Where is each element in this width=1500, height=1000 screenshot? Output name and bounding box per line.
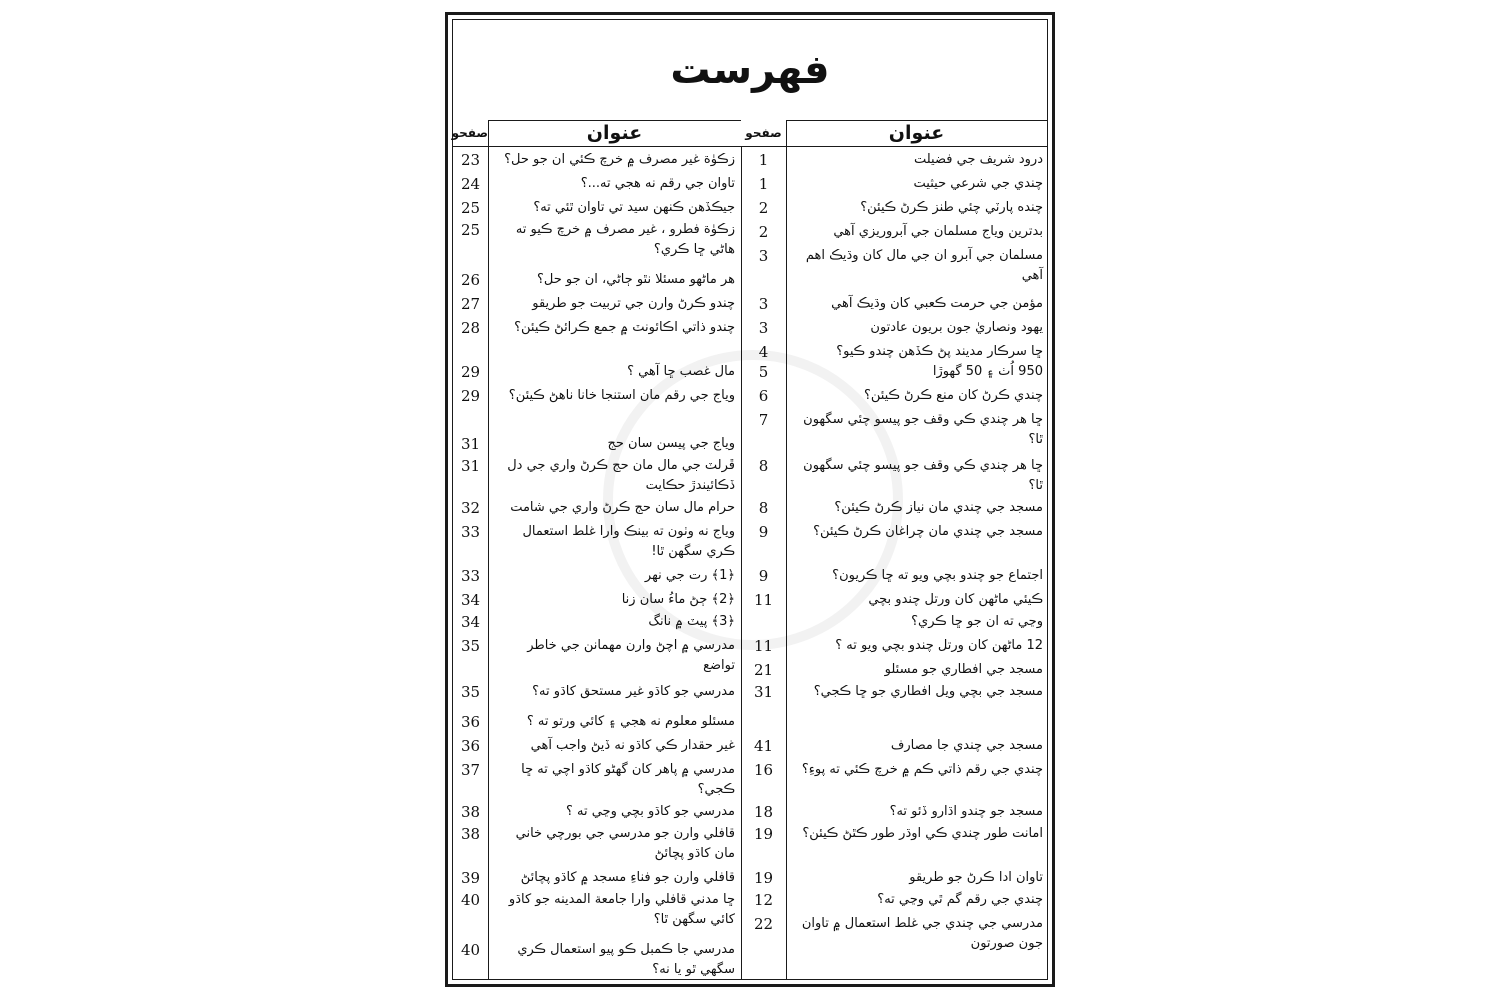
left-entry-page: 31	[460, 457, 481, 475]
right-entry-title: چندي جي رقم گم ٿي وڃي ته؟	[877, 892, 1043, 907]
right-entry-title: ڇا سرڪار مديند پڻ ڪڏهن چندو ڪيو؟	[836, 344, 1043, 359]
right-entry-title: تاوان ادا ڪرڻ جو طريقو	[909, 870, 1043, 885]
left-entry-page: 32	[460, 499, 481, 517]
header-title-right: عنوان	[786, 120, 1047, 147]
left-entry-title: مسئلو معلوم نه هجي ۽ کائي ورتو ته ؟	[526, 714, 735, 729]
right-entry-title: اجتماع جو چندو بچي ويو ته ڇا ڪريون؟	[832, 568, 1043, 583]
left-entry-page: 27	[460, 295, 481, 313]
right-entry-title: مسلمان جي آبرو ان جي مال کان وڌيڪ اهم آهي	[805, 248, 1043, 283]
right-entry-title: ڇا هر چندي ڪي وقف جو پيسو چئي سگهون ٿا؟	[803, 412, 1043, 447]
left-entry-page: 23	[460, 151, 481, 169]
right-entry-page: 6	[758, 387, 769, 405]
left-entry-page: 40	[460, 891, 481, 909]
page-title: فهرست	[453, 20, 1047, 121]
right-entry-page: 11	[753, 591, 774, 609]
left-entry-page: 39	[460, 869, 481, 887]
right-entry-title: چندي جي شرعي حيثيت	[913, 176, 1043, 191]
left-entry-page: 28	[460, 319, 481, 337]
right-entry-page: 12	[753, 891, 774, 909]
right-entry-title: 12 ماڻهن کان ورتل چندو بچي ويو ته ؟	[835, 638, 1043, 653]
left-entry-title: جيڪڏهن ڪنهن سيد تي تاوان ٿئي ته؟	[533, 200, 735, 215]
index-page	[445, 12, 1055, 987]
left-entry-title: حرام مال سان حج ڪرڻ واري جي شامت	[510, 500, 735, 515]
right-entry-title: چندي جي رقم ذاتي ڪم ۾ خرچ ڪئي ته پوءِ؟	[801, 762, 1043, 777]
right-entry-title: مسجد جي چندي مان چراغان ڪرڻ ڪيئن؟	[813, 524, 1043, 539]
left-entry-page: 25	[460, 199, 481, 217]
right-entry-title: مسجد جي چندي جا مصارف	[890, 738, 1043, 753]
right-entry-page: 8	[758, 457, 769, 475]
right-entry-title: مسجد جي چندي مان نياز ڪرڻ ڪيئن؟	[834, 500, 1043, 515]
right-entry-page: 18	[753, 803, 774, 821]
left-entry-title: ﴿3﴾ پيٽ ۾ نانگ	[648, 614, 735, 629]
left-entry-page: 38	[460, 825, 481, 843]
index-frame	[452, 19, 1048, 980]
right-entry-title: مسجد جو چندو اڌارو ڏئو ته؟	[889, 804, 1043, 819]
left-entry-title: تاوان جي رقم نه هجي ته...؟	[580, 176, 735, 191]
right-entry-page: 2	[758, 223, 769, 241]
right-entry-page: 8	[758, 499, 769, 517]
left-entry-page: 35	[460, 683, 481, 701]
left-entry-page: 24	[460, 175, 481, 193]
left-entry-page: 37	[460, 761, 481, 779]
left-entry-page: 34	[460, 591, 481, 609]
right-entry-page: 7	[758, 411, 769, 429]
right-entry-title: مدرسي جي چندي جي غلط استعمال ۾ تاوان جون صورتون	[801, 916, 1043, 951]
left-entry-title: وياج نه وٺون ته بينڪ وارا غلط استعمال ڪري سگهن ٿا!	[522, 524, 735, 559]
left-entry-page: 36	[460, 713, 481, 731]
right-entry-title: ڪيئي ماڻهن کان ورتل چندو بچي	[868, 592, 1043, 607]
left-entry-page: 26	[460, 271, 481, 289]
right-entry-title: مسجد جي بچي ويل افطاري جو ڇا ڪجي؟	[813, 684, 1043, 699]
right-entry-title: بدترين وياج مسلمان جي آبروريزي آهي	[833, 224, 1043, 239]
left-entry-title: قافلي وارن جو مدرسي جي بورچي خاني مان کاڌو پچائڻ	[515, 826, 735, 861]
right-entry-page: 16	[753, 761, 774, 779]
right-entry-page: 2	[758, 199, 769, 217]
right-entry-title: امانت طور چندي ڪي اوڌر طور ڪٿڻ ڪيئن؟	[802, 826, 1043, 841]
left-entry-page: 29	[460, 387, 481, 405]
left-entry-page: 33	[460, 567, 481, 585]
left-entry-title: وياج جي رقم مان استنجا خانا ناهڻ ڪيئن؟	[508, 388, 735, 403]
left-entry-title: مال غصب ڇا آهي ؟	[627, 364, 735, 379]
right-entry-page: 3	[758, 319, 769, 337]
left-entry-page: 33	[460, 523, 481, 541]
right-entry-page: 3	[758, 295, 769, 313]
left-entry-page: 38	[460, 803, 481, 821]
left-entry-title: چندو ذاتي اڪائونٽ ۾ جمع ڪرائڻ ڪيئن؟	[514, 320, 735, 335]
right-entry-page: 31	[753, 683, 774, 701]
left-entry-title: ﴿2﴾ ڄڻ ماءُ سان زنا	[621, 592, 735, 607]
right-entry-page: 9	[758, 567, 769, 585]
right-entry-title: ڇا هر چندي ڪي وقف جو پيسو چئي سگهون ٿا؟	[803, 458, 1043, 493]
right-entry-title: يهود ونصاريٰ جون بريون عادتون	[870, 320, 1043, 335]
right-entry-title: چندي ڪرڻ کان منع ڪرڻ ڪيئن؟	[863, 388, 1043, 403]
right-entry-page: 3	[758, 247, 769, 265]
right-entry-title: 950 اُٺ ۽ 50 گهوڙا	[932, 364, 1043, 379]
col-divider-1	[488, 120, 489, 979]
left-entry-title: ڦرلٽ جي مال مان حج ڪرڻ واري جي دل ڏڪائيندڙ حڪايت	[507, 458, 735, 493]
left-entry-title: غير حقدار ڪي کاڌو نه ڏيڻ واجب آهي	[530, 738, 735, 753]
right-entry-page: 19	[753, 869, 774, 887]
right-entry-title: چنده پارٽي چئي طنز ڪرڻ ڪيئن؟	[860, 200, 1043, 215]
left-entry-page: 25	[460, 221, 481, 239]
header-page-right: صفحو	[741, 120, 786, 147]
left-entry-title: مدرسي ۾ پاهر کان گهڻو کاڌو اچي ته ڇا ڪجي؟	[521, 762, 735, 797]
left-entry-page: 34	[460, 613, 481, 631]
right-entry-page: 5	[758, 363, 769, 381]
right-entry-page: 41	[753, 737, 774, 755]
right-entry-page: 22	[753, 915, 774, 933]
left-entry-title: مدرسي ۾ اچڻ وارن مهمانن جي خاطر تواضع	[527, 638, 735, 673]
left-entry-page: 40	[460, 941, 481, 959]
left-entry-title: مدرسي جو کاڌو بچي وڃي ته ؟	[565, 804, 735, 819]
right-entry-page: 19	[753, 825, 774, 843]
left-entry-title: هر ماڻهو مسئلا نٿو ڄاڻي، ان جو حل؟	[536, 272, 735, 287]
left-entry-title: مدرسي جا ڪمبل ڪو پيو استعمال ڪري سگهي ٿو يا نه؟	[517, 942, 735, 977]
header-title-left: عنوان	[488, 120, 741, 147]
left-entry-page: 31	[460, 435, 481, 453]
right-entry-page: 9	[758, 523, 769, 541]
right-entry-page: 1	[758, 175, 769, 193]
right-entry-title: وڃي ته ان جو ڇا ڪري؟	[911, 614, 1043, 629]
right-entry-title: مؤمن جي حرمت ڪعبي کان وڌيڪ آهي	[831, 296, 1043, 311]
right-entry-page: 11	[753, 637, 774, 655]
left-entry-page: 29	[460, 363, 481, 381]
left-entry-title: ڇا مدني قافلي وارا جامعة المدينه جو کاڌو کائي سگهن ٿا؟	[508, 892, 735, 927]
left-entry-title: چندو ڪرڻ وارن جي تربيت جو طريقو	[532, 296, 735, 311]
right-entry-title: مسجد جي افطاري جو مسئلو	[884, 662, 1043, 677]
header-page-left: صفحو	[453, 120, 488, 147]
left-entry-title: مدرسي جو کاڌو غير مستحق کاڌو ته؟	[532, 684, 735, 699]
right-entry-page: 4	[758, 343, 769, 361]
left-entry-title: وياج جي پيسن سان حج	[607, 436, 735, 451]
left-entry-title: قافلي وارن جو فناءِ مسجد ۾ کاڌو پچائڻ	[520, 870, 735, 885]
left-entry-title: زڪوٰة فطرو ، غير مصرف ۾ خرچ ڪيو ته هاڻي ڇا ڪري؟	[515, 222, 735, 257]
left-entry-page: 36	[460, 737, 481, 755]
right-entry-page: 1	[758, 151, 769, 169]
left-entry-title: ﴿1﴾ رت جي نهر	[644, 568, 735, 583]
left-entry-title: زڪوٰة غير مصرف ۾ خرچ ڪئي ان جو حل؟	[504, 152, 735, 167]
right-entry-page: 21	[753, 661, 774, 679]
right-entry-title: درود شريف جي فضيلت	[913, 152, 1043, 167]
left-entry-page: 35	[460, 637, 481, 655]
